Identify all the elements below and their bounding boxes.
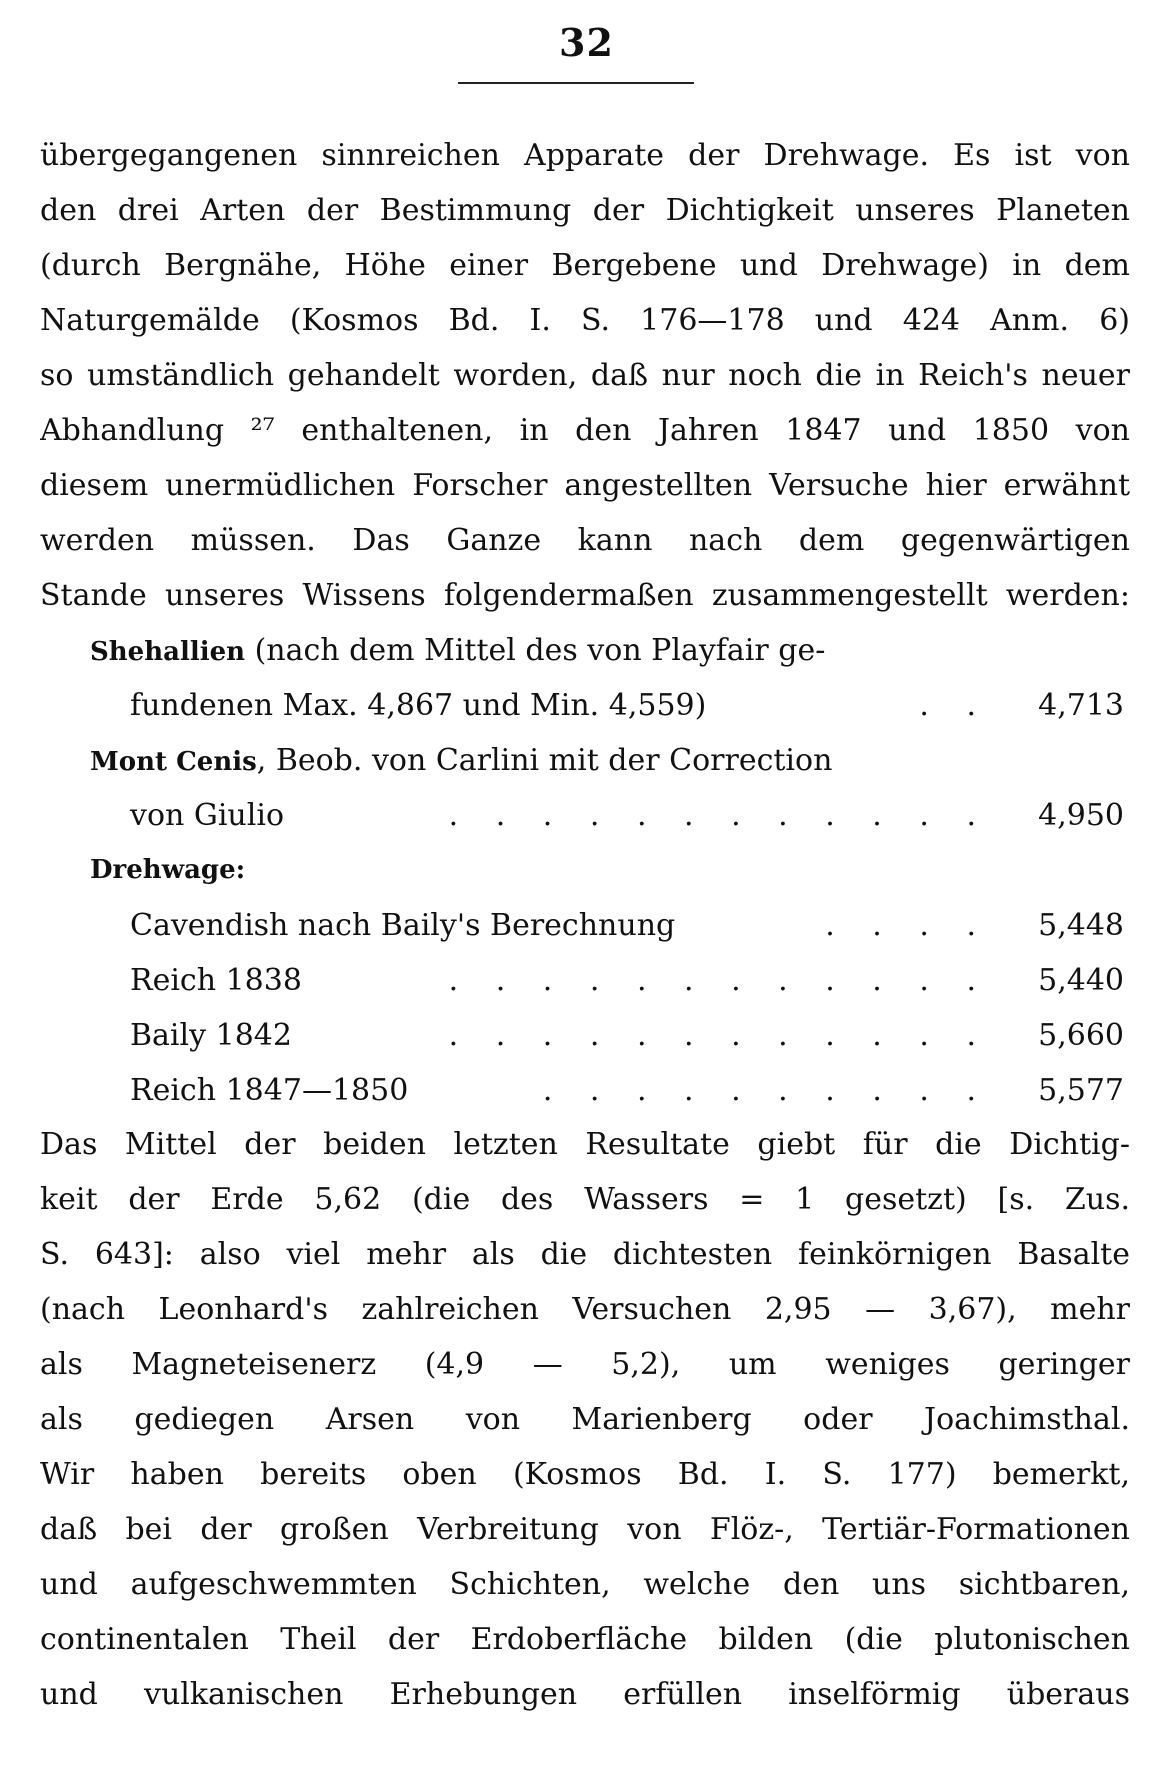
- row-value: 5,577: [1038, 1073, 1124, 1108]
- row-label: fundenen Max. 4,867 und Min. 4,559): [130, 688, 707, 723]
- text-line: continentalen Theil der Erdoberfläche bilden (die plutonischen: [40, 1622, 1130, 1657]
- row-value: 4,713: [1038, 688, 1124, 723]
- text-line: diesem unermüdlichen Forscher angestellten Versuche hier erwähnt: [40, 468, 1130, 503]
- text-line: Naturgemälde (Kosmos Bd. I. S. 176—178 und 424 Anm. 6): [40, 303, 1130, 338]
- table-row: [40, 898, 1130, 953]
- row-text: (nach dem Mittel des von Playfair ge-: [245, 633, 826, 668]
- text-line: (durch Bergnähe, Höhe einer Bergebene und Drehwage) in dem: [40, 248, 1130, 283]
- row-label: von Giulio: [130, 798, 284, 833]
- text-line: Das Mittel der beiden letzten Resultate giebt für die Dichtig-: [40, 1127, 1130, 1162]
- row-value: 5,660: [1038, 1018, 1124, 1053]
- row-label: [90, 733, 832, 790]
- text-line: übergegangenen sinnreichen Apparate der Drehwage. Es ist von: [40, 138, 1130, 173]
- text-line: als gediegen Arsen von Marienberg oder Joachimsthal.: [40, 1402, 1130, 1437]
- text-line: Stande unseres Wissens folgendermaßen zusammengestellt werden:: [40, 578, 1130, 613]
- text-line: S. 643]: also viel mehr als die dichtesten feinkörnigen Basalte: [40, 1237, 1130, 1272]
- table-row: [40, 953, 1130, 1008]
- leader-dots: . .: [919, 688, 990, 723]
- leader-dots: . . . . . . . . . . . .: [448, 798, 990, 833]
- text-line: und aufgeschwemmten Schichten, welche den uns sichtbaren,: [40, 1567, 1130, 1602]
- location-name: Mont Cenis: [90, 747, 257, 777]
- row-label: Cavendish nach Baily's Berechnung: [130, 908, 676, 943]
- section-label: Drehwage:: [90, 855, 246, 885]
- table-row: [40, 678, 1130, 733]
- table-row: [40, 1008, 1130, 1063]
- row-label: Reich 1838: [130, 963, 302, 998]
- text-line: (nach Leonhard's zahlreichen Versuchen 2,95 — 3,67), mehr: [40, 1292, 1130, 1327]
- row-label: Reich 1847—1850: [130, 1073, 409, 1108]
- table-row: [40, 733, 1130, 788]
- row-value: 5,440: [1038, 963, 1124, 998]
- text-line: so umständlich gehandelt worden, daß nur noch die in Reich's neuer: [40, 358, 1130, 393]
- leader-dots: . . . .: [825, 908, 990, 943]
- table-row: [40, 623, 1130, 678]
- table-row: [40, 1063, 1130, 1118]
- closing-paragraph: [40, 1117, 1130, 1722]
- location-name: Shehallien: [90, 637, 246, 667]
- table-row: [40, 843, 1130, 898]
- text-line: und vulkanischen Erhebungen erfüllen inselförmig überaus: [40, 1677, 1130, 1712]
- leader-dots: . . . . . . . . . .: [542, 1073, 990, 1108]
- text-line: daß bei der großen Verbreitung von Flöz-, Tertiär-Formationen: [40, 1512, 1130, 1547]
- header-rule: [458, 82, 694, 84]
- text-line: keit der Erde 5,62 (die des Wassers = 1 gesetzt) [s. Zus.: [40, 1182, 1130, 1217]
- row-value: 4,950: [1038, 798, 1124, 833]
- row-value: 5,448: [1038, 908, 1124, 943]
- text-line: als Magneteisenerz (4,9 — 5,2), um weniges geringer: [40, 1347, 1130, 1382]
- density-table: [40, 623, 1130, 1118]
- row-label: [90, 623, 825, 680]
- row-label: Baily 1842: [130, 1018, 292, 1053]
- leader-dots: . . . . . . . . . . . .: [448, 963, 990, 998]
- intro-paragraph: [40, 128, 1130, 623]
- leader-dots: . . . . . . . . . . . .: [448, 1018, 990, 1053]
- text-line: werden müssen. Das Ganze kann nach dem gegenwärtigen: [40, 523, 1130, 558]
- row-text: , Beob. von Carlini mit der Correction: [256, 743, 833, 778]
- text-line: den drei Arten der Bestimmung der Dichtigkeit unseres Planeten: [40, 193, 1130, 228]
- text-line: Wir haben bereits oben (Kosmos Bd. I. S. 177) bemerkt,: [40, 1457, 1130, 1492]
- table-row: [40, 788, 1130, 843]
- page-number: 32: [559, 20, 614, 65]
- text-line: Abhandlung ²⁷ enthaltenen, in den Jahren 1847 und 1850 von: [40, 413, 1130, 448]
